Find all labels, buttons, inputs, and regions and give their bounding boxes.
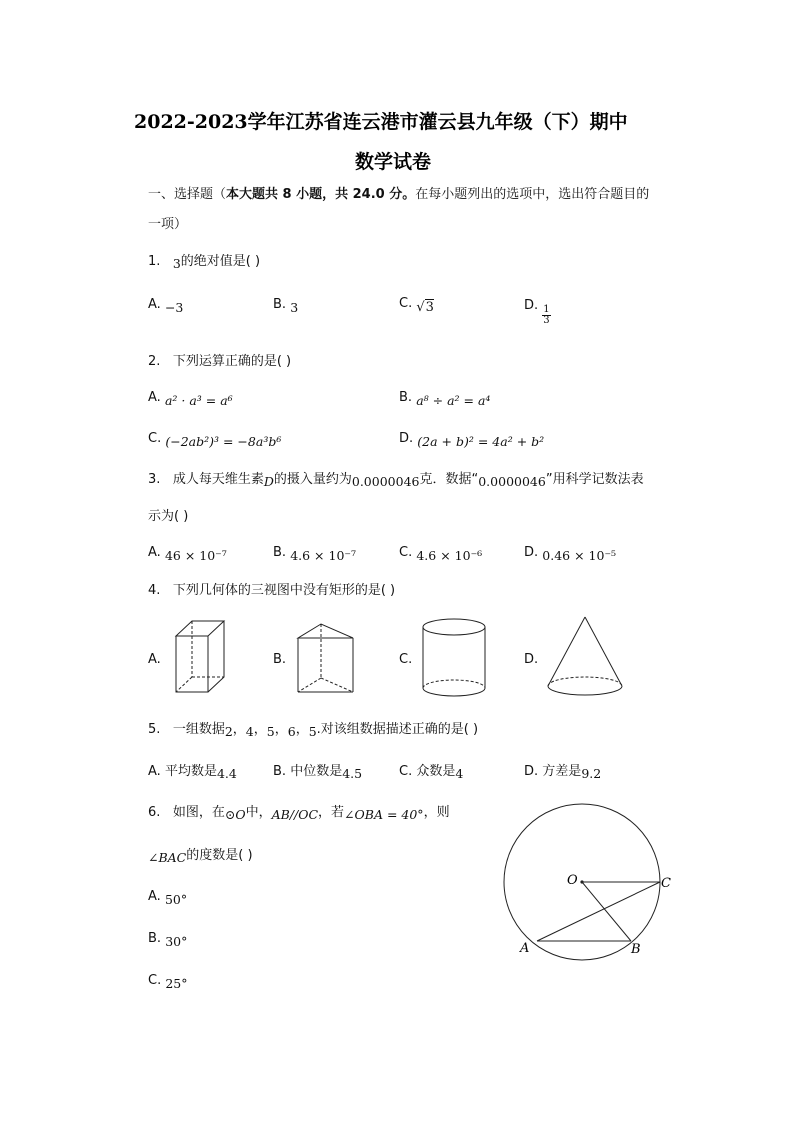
cuboid-right-edges — [208, 621, 224, 692]
question-text: 的绝对值是( ) — [180, 254, 261, 269]
option-value: a² · a³ = a⁶ — [164, 393, 233, 408]
q5-option-c — [399, 762, 463, 781]
option-label: C. — [399, 764, 413, 779]
option-value: (−2ab²)³ = −8a³b⁶ — [165, 434, 282, 449]
point-label-a: A — [520, 941, 530, 956]
parallel-expression: AB//OC — [271, 807, 319, 822]
data-value: 5 — [266, 724, 275, 739]
separator: ， — [274, 722, 288, 737]
option-text: 方差是 — [542, 764, 582, 779]
math-number: 0.0000046 — [478, 474, 546, 489]
q2-option-d — [399, 429, 544, 448]
triangular-prism-figure — [293, 620, 363, 696]
question-3-stem — [148, 470, 644, 489]
question-text: 中， — [245, 805, 272, 820]
option-value: 4.6 × 10⁻⁶ — [416, 548, 483, 563]
q4-option-b-label: B. — [273, 652, 287, 667]
center-point — [580, 880, 583, 883]
question-text: ，若 — [318, 805, 345, 820]
option-value: 46 × 10⁻⁷ — [164, 548, 227, 563]
angle-expression: ∠BAC — [148, 850, 187, 865]
question-text: 一组数据 — [172, 722, 225, 737]
data-value: 5 — [308, 724, 317, 739]
option-text: 众数是 — [416, 764, 456, 779]
q6-option-a — [148, 887, 187, 906]
segment-ob — [582, 882, 631, 941]
radicand: 3 — [425, 300, 434, 315]
cylinder-top-ellipse — [423, 619, 485, 635]
question-number: 2. — [148, 354, 161, 369]
option-label: A. — [148, 764, 161, 779]
q4-option-d-label: D. — [524, 652, 539, 667]
cuboid-figure — [170, 618, 230, 698]
question-4-stem — [148, 582, 395, 600]
fraction-denominator: 3 — [543, 315, 550, 326]
question-number: 3. — [148, 472, 161, 487]
option-label: B. — [273, 545, 287, 560]
option-value: 0.46 × 10⁻⁵ — [542, 548, 617, 563]
question-number: 6. — [148, 805, 161, 820]
option-label: C. — [148, 973, 162, 988]
question-text: .对该组数据描述正确的是( ) — [316, 722, 479, 737]
section-heading-prefix: 一、选择题（ — [148, 187, 227, 202]
cylinder-bottom-front — [423, 688, 485, 696]
question-text: 成人每天维生素 — [172, 472, 264, 487]
question-text: 下列几何体的三视图中没有矩形的是( ) — [172, 583, 396, 598]
option-label: A. — [148, 889, 161, 904]
question-number: 5. — [148, 722, 161, 737]
section-heading-bold: 本大题共 8 小题，共 24.0 分。 — [226, 187, 416, 202]
q5-option-d — [524, 762, 601, 781]
option-value: 25° — [165, 976, 188, 991]
cone-base-back — [548, 677, 622, 686]
question-number: 4. — [148, 583, 161, 598]
option-label: D. — [399, 431, 414, 446]
q1-option-c — [399, 295, 434, 313]
option-value: 4.4 — [216, 766, 237, 781]
circle-figure — [500, 800, 680, 965]
option-value: 4.6 × 10⁻⁷ — [290, 548, 357, 563]
section-heading-line2: 一项） — [148, 217, 188, 232]
data-value: 6 — [287, 724, 296, 739]
question-5-stem — [148, 720, 478, 739]
cuboid-hidden-edges — [176, 621, 224, 692]
q5-option-b — [273, 762, 362, 781]
q1-option-b — [273, 295, 298, 314]
radical-sign: √ — [416, 300, 425, 315]
option-value: 4.5 — [342, 766, 363, 781]
option-label: C. — [399, 296, 413, 311]
q1-option-d — [524, 295, 551, 326]
data-value: 2 — [224, 724, 233, 739]
separator: ， — [232, 722, 246, 737]
option-label: C. — [148, 431, 162, 446]
question-6-stem — [148, 803, 450, 822]
cone-base-front — [548, 686, 622, 695]
cylinder-bottom-back — [423, 680, 485, 688]
question-text: ，则 — [423, 805, 450, 820]
option-label: B. — [273, 297, 287, 312]
point-label-b: B — [631, 942, 641, 957]
option-label: D. — [524, 545, 539, 560]
option-label: C. — [399, 545, 413, 560]
math-symbol: D — [263, 474, 274, 489]
data-value: 4 — [245, 724, 254, 739]
q1-option-a — [148, 295, 183, 314]
q2-option-a — [148, 388, 233, 407]
option-value: (2a + b)² = 4a² + b² — [417, 434, 545, 449]
option-label: B. — [399, 390, 413, 405]
sqrt-expression — [416, 300, 434, 315]
math-number: 0.0000046 — [351, 474, 420, 489]
option-value: 9.2 — [581, 766, 602, 781]
cuboid-top-face — [176, 621, 224, 636]
option-label: D. — [524, 298, 539, 313]
q3-option-c — [399, 543, 482, 562]
prism-top-face — [298, 624, 353, 638]
option-text: 平均数是 — [164, 764, 217, 779]
option-label: B. — [148, 931, 162, 946]
question-text: 下列运算正确的是( ) — [172, 354, 292, 369]
cone-figure — [544, 614, 626, 700]
question-text: 克．数据“ — [419, 472, 479, 487]
q4-option-a-label: A. — [148, 652, 161, 667]
question-text: 如图，在 — [172, 805, 225, 820]
option-label: D. — [524, 764, 539, 779]
q5-option-a — [148, 762, 237, 781]
section-heading-suffix: 在每小题列出的选项中，选出符合题目的 — [415, 187, 650, 202]
section-heading — [148, 186, 649, 204]
circle-name: O — [235, 807, 246, 822]
option-value: −3 — [164, 300, 184, 315]
q2-option-b — [399, 388, 490, 407]
point-label-c: C — [661, 876, 671, 891]
question-text: 的摄入量约为 — [273, 472, 352, 487]
option-text: 中位数是 — [290, 764, 343, 779]
question-text: ”用科学记数法表 — [545, 472, 644, 487]
separator: ， — [295, 722, 309, 737]
question-number: 1. — [148, 254, 161, 269]
option-label: B. — [273, 764, 287, 779]
q3-option-d — [524, 543, 616, 562]
q6-option-c — [148, 971, 188, 990]
exam-title-line1: 2022-2023学年江苏省连云港市灌云县九年级（下）期中 — [134, 111, 628, 133]
question-2-stem — [148, 353, 291, 371]
point-label-o: O — [567, 873, 578, 888]
option-value: a⁸ ÷ a² = a⁴ — [416, 393, 491, 408]
fraction — [542, 305, 550, 326]
q6-option-b — [148, 929, 187, 948]
q4-option-c-label: C. — [399, 652, 413, 667]
option-value: 30° — [165, 934, 188, 949]
question-3-stem-line2: 示为( ) — [148, 509, 189, 524]
question-6-stem-line2 — [148, 846, 253, 865]
circle-symbol: ⊙ — [224, 807, 236, 822]
fraction-numerator: 1 — [543, 304, 550, 315]
separator: ， — [253, 722, 267, 737]
question-text: 的度数是( ) — [186, 848, 253, 863]
exam-title-line2: 数学试卷 — [355, 151, 432, 173]
given-angle: ∠OBA = 40° — [344, 807, 424, 822]
option-value: 4 — [455, 766, 464, 781]
q3-option-b — [273, 543, 356, 562]
cylinder-figure — [420, 616, 490, 700]
option-label: A. — [148, 297, 161, 312]
option-value: 3 — [290, 300, 299, 315]
option-label: A. — [148, 545, 161, 560]
q2-option-c — [148, 429, 281, 448]
option-label: A. — [148, 390, 161, 405]
question-1-stem — [148, 252, 260, 271]
q3-option-a — [148, 543, 227, 562]
option-value: 50° — [164, 892, 188, 907]
math-symbol: 3 — [172, 256, 181, 271]
